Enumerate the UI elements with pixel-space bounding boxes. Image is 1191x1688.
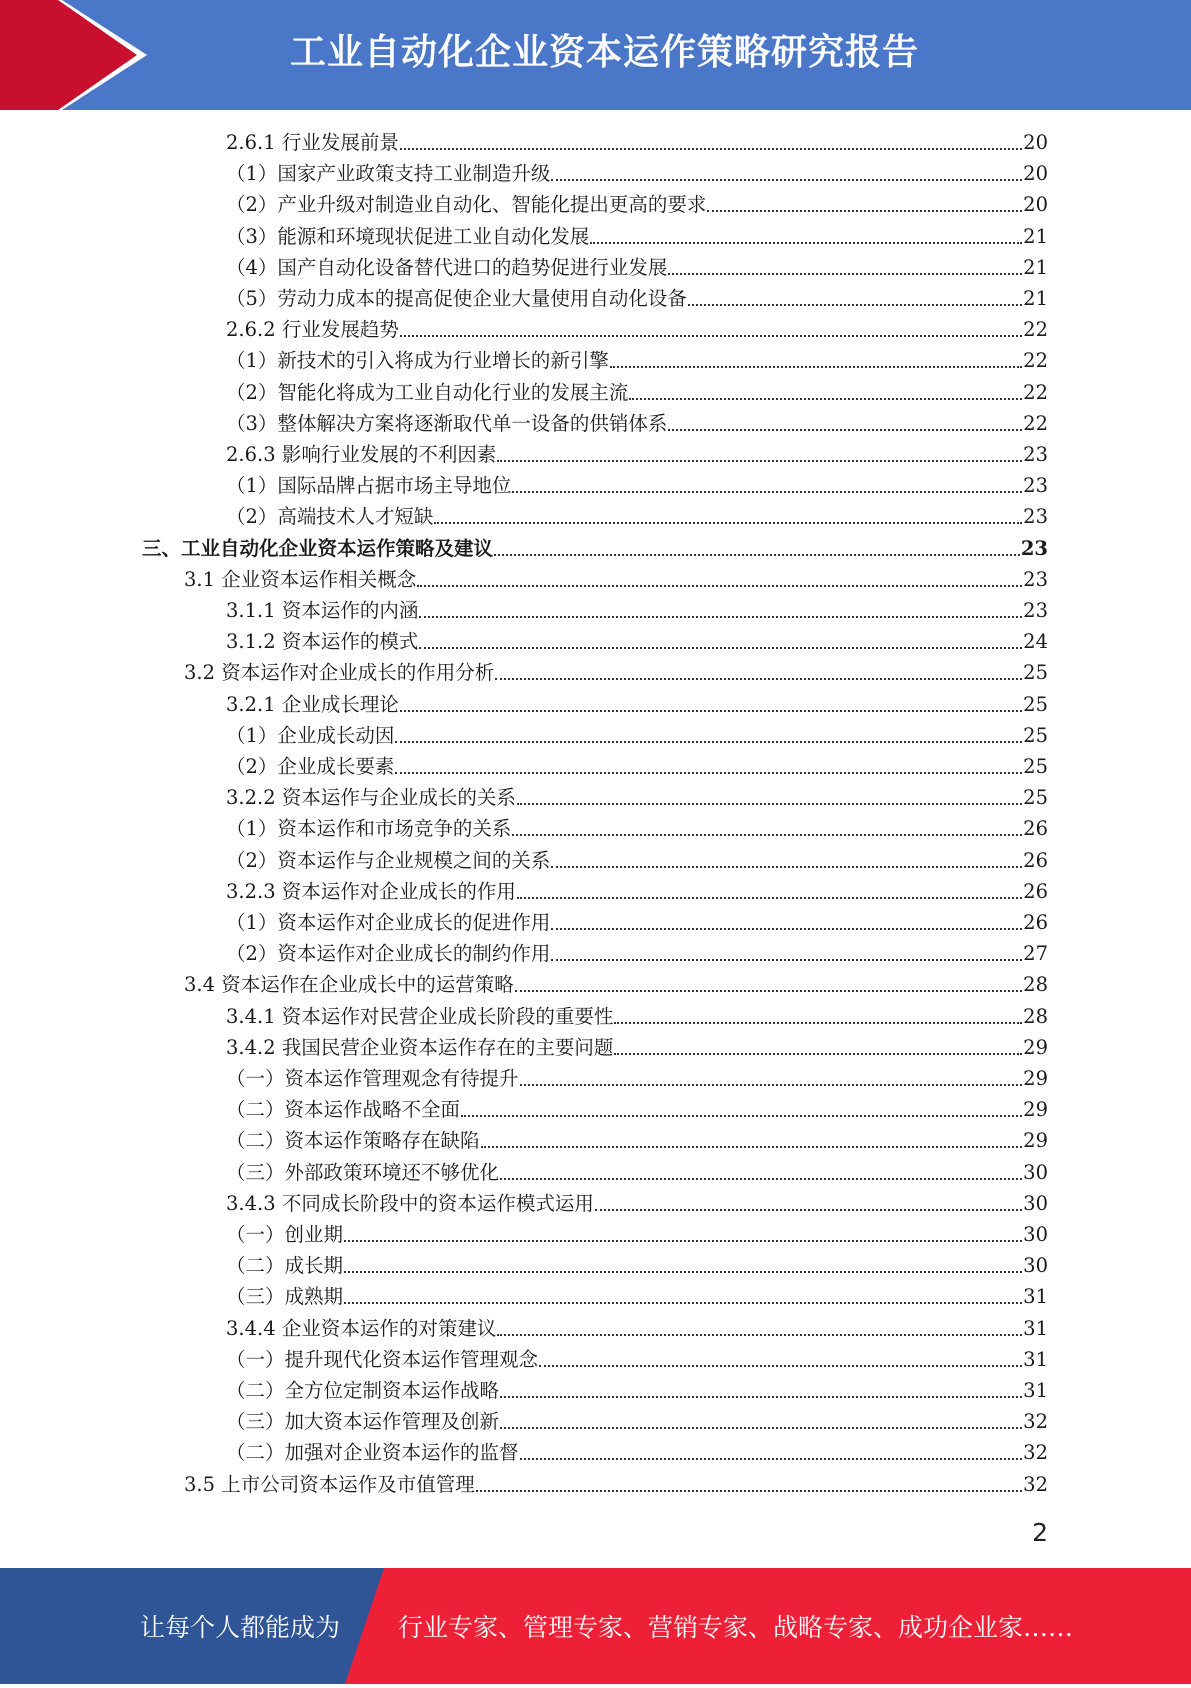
toc-entry[interactable]: [184, 969, 1048, 1000]
toc-entry-title: （一）创业期: [226, 1223, 344, 1246]
toc-dot-leader: [520, 1083, 1023, 1086]
toc-entry-title: （1）企业成长动因: [226, 723, 395, 747]
toc-entry[interactable]: [226, 1250, 1048, 1281]
toc-dot-leader: [395, 740, 1022, 743]
toc-dot-leader: [520, 1457, 1023, 1460]
toc-entry[interactable]: [226, 876, 1048, 907]
toc-dot-leader: [495, 677, 1022, 680]
toc-entry[interactable]: [226, 1437, 1048, 1468]
document-title: 工业自动化企业资本运作策略研究报告: [290, 32, 920, 73]
toc-dot-leader: [344, 1270, 1022, 1273]
toc-entry-title: （2）资本运作对企业成长的制约作用: [226, 942, 551, 966]
toc-entry-page: 23: [1023, 599, 1048, 622]
toc-dot-leader: [668, 428, 1022, 431]
toc-dot-leader: [497, 1333, 1022, 1336]
toc-entry-title: （三）外部政策环境还不够优化: [226, 1160, 500, 1184]
toc-entry-title: （二）资本运作策略存在缺陷: [226, 1129, 480, 1153]
toc-entry-title: （二）资本运作战略不全面: [226, 1098, 461, 1122]
toc-dot-leader: [590, 241, 1022, 244]
toc-entry-page: 30: [1023, 1160, 1048, 1184]
toc-entry-page: 25: [1023, 755, 1048, 778]
toc-entry[interactable]: [226, 1313, 1048, 1344]
footer-slogan-left: 让每个人都能成为: [140, 1613, 341, 1642]
toc-dot-leader: [551, 865, 1022, 868]
toc-entry-title: （二）加强对企业资本运作的监督: [226, 1441, 519, 1465]
toc-dot-leader: [419, 615, 1022, 618]
toc-dot-leader: [419, 646, 1022, 649]
toc-entry-page: 22: [1023, 380, 1048, 404]
toc-entry-title: （2）资本运作与企业规模之间的关系: [226, 848, 551, 872]
toc-entry-page: 22: [1023, 349, 1048, 373]
toc-entry-title: 3.2 资本运作对企业成长的作用分析: [184, 661, 495, 685]
toc-entry-page: 20: [1023, 131, 1048, 154]
toc-entry-page: 21: [1023, 287, 1048, 310]
toc-entry-title: （一）资本运作管理观念有待提升: [226, 1067, 519, 1090]
toc-entry-page: 31: [1023, 1379, 1048, 1402]
toc-entry-title: （1）国家产业政策支持工业制造升级: [226, 162, 551, 186]
toc-dot-leader: [400, 147, 1022, 150]
toc-entry-title: 2.6.2 行业发展趋势: [226, 318, 399, 342]
toc-entry-title: （2）智能化将成为工业自动化行业的发展主流: [226, 380, 629, 404]
toc-dot-leader: [500, 1177, 1022, 1180]
toc-entry-page: 26: [1023, 848, 1048, 872]
toc-entry-title: 3.4.2 我国民营企业资本运作存在的主要问题: [226, 1035, 614, 1059]
toc-dot-leader: [417, 584, 1022, 587]
toc-entry-page: 29: [1023, 1035, 1048, 1059]
toc-entry[interactable]: [226, 408, 1048, 439]
toc-dot-leader: [551, 178, 1022, 181]
footer-band: [0, 1568, 1191, 1684]
toc-entry[interactable]: [226, 626, 1048, 657]
toc-dot-leader: [344, 1301, 1022, 1304]
toc-entry[interactable]: [226, 221, 1048, 252]
toc-entry-title: 3.5 上市公司资本运作及市值管理: [184, 1472, 475, 1496]
toc-dot-leader: [707, 209, 1022, 212]
toc-entry[interactable]: [226, 158, 1048, 189]
header-arrow-decoration: [0, 0, 155, 110]
toc-entry[interactable]: [226, 439, 1048, 470]
toc-entry[interactable]: [226, 1281, 1048, 1312]
toc-entry[interactable]: [226, 1125, 1048, 1156]
toc-entry-title: 3.1 企业资本运作相关概念: [184, 567, 417, 591]
toc-entry[interactable]: [226, 283, 1048, 314]
toc-entry[interactable]: [184, 1469, 1048, 1500]
toc-entry-title: （5）劳动力成本的提高促使企业大量使用自动化设备: [226, 287, 687, 310]
toc-dot-leader: [434, 521, 1022, 524]
toc-entry[interactable]: [226, 1063, 1048, 1094]
toc-entry-page: 26: [1023, 911, 1048, 934]
toc-entry-title: （三）加大资本运作管理及创新: [226, 1410, 500, 1434]
toc-entry-title: 3.1.2 资本运作的模式: [226, 630, 419, 654]
toc-dot-leader: [551, 927, 1022, 930]
toc-entry-page: 29: [1023, 1129, 1048, 1153]
toc-dot-leader: [344, 1239, 1022, 1242]
toc-entry-title: （2）高端技术人才短缺: [226, 505, 434, 529]
toc-entry-title: （1）国际品牌占据市场主导地位: [226, 474, 512, 498]
toc-dot-leader: [500, 1426, 1022, 1429]
toc-entry-title: 3.4.4 企业资本运作的对策建议: [226, 1316, 497, 1340]
toc-dot-leader: [476, 1489, 1022, 1492]
toc-entry-page: 29: [1023, 1067, 1048, 1090]
toc-entry-title: （4）国产自动化设备替代进口的趋势促进行业发展: [226, 255, 668, 279]
toc-entry[interactable]: [226, 1344, 1048, 1375]
toc-entry-title: （1）新技术的引入将成为行业增长的新引擎: [226, 349, 609, 373]
toc-dot-leader: [610, 365, 1022, 368]
toc-entry-page: 23: [1023, 474, 1048, 498]
toc-dot-leader: [494, 553, 1020, 556]
toc-entry-page: 23: [1023, 505, 1048, 529]
toc-dot-leader: [400, 334, 1022, 337]
toc-entry-title: 3.4.1 资本运作对民营企业成长阶段的重要性: [226, 1004, 614, 1028]
toc-entry[interactable]: [226, 377, 1048, 408]
toc-entry-page: 31: [1023, 1316, 1048, 1340]
toc-entry-page: 29: [1023, 1098, 1048, 1122]
toc-entry[interactable]: [226, 1406, 1048, 1437]
toc-entry-page: 20: [1023, 162, 1048, 186]
toc-dot-leader: [668, 272, 1022, 275]
toc-entry-title: （1）资本运作对企业成长的促进作用: [226, 911, 551, 934]
toc-entry-page: 25: [1023, 692, 1048, 716]
toc-entry[interactable]: [226, 470, 1048, 501]
toc-dot-leader: [517, 896, 1022, 899]
toc-entry-title: 3.2.2 资本运作与企业成长的关系: [226, 786, 516, 810]
toc-entry-page: 30: [1023, 1223, 1048, 1246]
toc-entry-page: 25: [1023, 661, 1048, 685]
toc-dot-leader: [500, 1395, 1022, 1398]
toc-entry-page: 25: [1023, 723, 1048, 747]
toc-entry[interactable]: [226, 1032, 1048, 1063]
toc-entry[interactable]: [226, 1219, 1048, 1250]
toc-entry-title: （1）资本运作和市场竞争的关系: [226, 817, 512, 841]
toc-entry[interactable]: [226, 720, 1048, 751]
toc-entry[interactable]: [142, 533, 1048, 564]
toc-entry[interactable]: [226, 189, 1048, 220]
toc-entry[interactable]: [226, 938, 1048, 969]
toc-entry-title: 2.6.1 行业发展前景: [226, 131, 399, 154]
toc-dot-leader: [395, 771, 1022, 774]
toc-entry[interactable]: [226, 907, 1048, 938]
toc-entry[interactable]: [226, 1188, 1048, 1219]
header-band: [0, 0, 1191, 110]
toc-entry-page: 24: [1023, 630, 1048, 654]
toc-entry[interactable]: [226, 782, 1048, 813]
toc-dot-leader: [400, 709, 1022, 712]
toc-entry[interactable]: [226, 127, 1048, 158]
toc-entry-page: 20: [1023, 193, 1048, 217]
toc-entry-page: 30: [1023, 1191, 1048, 1215]
toc-entry-page: 31: [1023, 1347, 1048, 1371]
toc-entry[interactable]: [226, 345, 1048, 376]
toc-entry-page: 22: [1023, 411, 1048, 435]
toc-entry[interactable]: [226, 314, 1048, 345]
toc-dot-leader: [461, 1114, 1022, 1117]
toc-entry[interactable]: [226, 813, 1048, 844]
toc-entry[interactable]: [226, 1094, 1048, 1125]
toc-entry-page: 31: [1023, 1285, 1048, 1309]
toc-dot-leader: [517, 802, 1022, 805]
toc-entry[interactable]: [226, 751, 1048, 782]
toc-entry-page: 23: [1023, 443, 1048, 466]
toc-entry-page: 28: [1023, 973, 1048, 997]
toc-entry[interactable]: [226, 1157, 1048, 1188]
toc-entry-title: （二）全方位定制资本运作战略: [226, 1379, 500, 1402]
toc-entry-title: 三、工业自动化企业资本运作策略及建议: [142, 536, 494, 560]
toc-entry-title: 3.4.3 不同成长阶段中的资本运作模式运用: [226, 1191, 594, 1215]
toc-entry-page: 32: [1023, 1410, 1048, 1434]
page-number: 2: [1032, 1518, 1048, 1547]
toc-entry-title: 3.1.1 资本运作的内涵: [226, 599, 419, 622]
toc-entry-page: 21: [1023, 224, 1048, 248]
toc-entry-page: 32: [1023, 1472, 1048, 1496]
toc-entry-page: 32: [1023, 1441, 1048, 1465]
toc-dot-leader: [595, 1208, 1022, 1211]
toc-dot-leader: [512, 833, 1022, 836]
toc-entry[interactable]: [184, 657, 1048, 688]
toc-dot-leader: [512, 490, 1022, 493]
toc-dot-leader: [481, 1145, 1023, 1148]
toc-entry-title: （一）提升现代化资本运作管理观念: [226, 1347, 539, 1371]
toc-entry[interactable]: [226, 689, 1048, 720]
toc-dot-leader: [497, 459, 1022, 462]
toc-entry[interactable]: [184, 564, 1048, 595]
toc-dot-leader: [614, 1021, 1022, 1024]
toc-dot-leader: [614, 1052, 1022, 1055]
toc-entry[interactable]: [226, 1001, 1048, 1032]
toc-dot-leader: [539, 1364, 1022, 1367]
toc-entry-page: 26: [1023, 879, 1048, 903]
toc-entry-title: （3）能源和环境现状促进工业自动化发展: [226, 224, 590, 248]
toc-entry-page: 28: [1023, 1004, 1048, 1028]
toc-entry[interactable]: [226, 1375, 1048, 1406]
toc-entry-page: 23: [1020, 536, 1048, 560]
toc-entry-page: 27: [1023, 942, 1048, 966]
toc-entry-page: 25: [1023, 786, 1048, 810]
toc-entry[interactable]: [226, 845, 1048, 876]
toc-entry-title: （三）成熟期: [226, 1285, 344, 1309]
toc-dot-leader: [551, 958, 1022, 961]
toc-entry-title: （3）整体解决方案将逐渐取代单一设备的供销体系: [226, 411, 668, 435]
toc-entry-title: 3.2.3 资本运作对企业成长的作用: [226, 879, 516, 903]
toc-entry[interactable]: [226, 252, 1048, 283]
toc-entry[interactable]: [226, 501, 1048, 532]
toc-dot-leader: [688, 303, 1022, 306]
toc-entry-title: （2）企业成长要素: [226, 755, 395, 778]
toc-entry-title: （2）产业升级对制造业自动化、智能化提出更高的要求: [226, 193, 707, 217]
toc-entry-page: 26: [1023, 817, 1048, 841]
toc-entry-page: 23: [1023, 567, 1048, 591]
toc-entry-title: （二）成长期: [226, 1254, 344, 1278]
toc-entry-title: 3.4 资本运作在企业成长中的运营策略: [184, 973, 514, 997]
toc-entry-page: 30: [1023, 1254, 1048, 1278]
toc-entry-title: 2.6.3 影响行业发展的不利因素: [226, 443, 497, 466]
toc-entry[interactable]: [226, 595, 1048, 626]
toc-entry-title: 3.2.1 企业成长理论: [226, 692, 399, 716]
footer-slogan-right: 行业专家、管理专家、营销专家、战略专家、成功企业家……: [398, 1613, 1074, 1642]
toc-dot-leader: [629, 397, 1022, 400]
toc-entry-page: 21: [1023, 255, 1048, 279]
toc-dot-leader: [515, 989, 1022, 992]
toc-entry-page: 22: [1023, 318, 1048, 342]
